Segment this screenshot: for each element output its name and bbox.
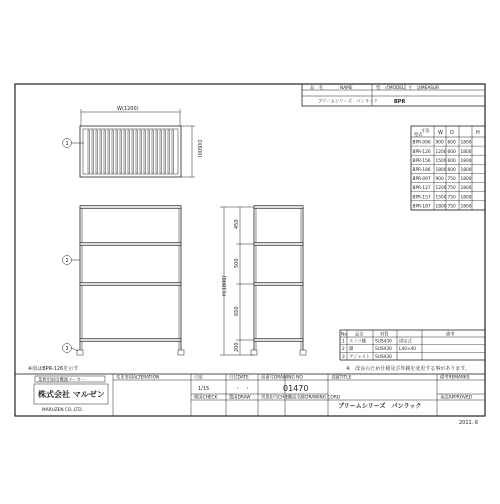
company-logo-text: 株式会社 マルゼン — [38, 390, 105, 399]
slat — [144, 130, 145, 173]
model-table-cell: 1800 — [435, 168, 447, 173]
slat — [140, 130, 141, 173]
model-table-cell: 600 — [447, 158, 456, 164]
slat — [100, 130, 101, 173]
model-table-cell: BPR-156 — [412, 158, 431, 164]
model-table-cell: 1800 — [435, 204, 447, 210]
measure-label: 寸 法MEASUR — [408, 85, 440, 91]
shelf — [80, 243, 181, 246]
model-table-cell: 1800 — [460, 204, 472, 210]
front-shelves — [80, 206, 181, 342]
model-table-cell: 750 — [447, 195, 456, 201]
approved-label: 承認APPROVED — [440, 395, 472, 401]
model-table-cell: 1800 — [460, 149, 472, 155]
model-table-cell: BPR-157 — [412, 195, 431, 201]
slat — [136, 130, 137, 173]
slat — [168, 130, 169, 173]
model-table-cell: BPR-097 — [412, 177, 431, 183]
figure-caption: ※図はBPR-126を示す — [28, 366, 79, 372]
model-label: 型 式MODEL — [376, 85, 405, 91]
model-table-cell: 750 — [447, 204, 456, 210]
shelf — [80, 283, 181, 286]
model-table-cell: 1800 — [460, 168, 472, 173]
drawing-cord-label: 図面名称DRAWING CORD — [288, 395, 341, 401]
model-table-cell: 750 — [447, 186, 456, 192]
right-adjuster — [178, 350, 184, 355]
parts-table-cell: SUS430 — [375, 339, 392, 345]
parts-header-name: 品名 — [355, 332, 364, 338]
product-name-label: 品 名 — [310, 85, 323, 91]
model-table-header-w: W — [438, 130, 443, 136]
slat — [164, 130, 165, 173]
model-table-header-h: H — [476, 130, 480, 136]
slat — [120, 130, 121, 173]
slat — [108, 130, 109, 173]
footer-block — [15, 374, 485, 417]
shelf-slats — [88, 130, 173, 173]
slat — [172, 130, 173, 173]
slat — [124, 130, 125, 173]
title-value: ブリームシリーズ パンラック — [338, 403, 422, 410]
slat — [96, 130, 97, 173]
parts-header-no: No — [341, 332, 347, 338]
slat — [112, 130, 113, 173]
title-block — [302, 84, 485, 106]
shelf — [254, 206, 303, 209]
issue-year: 2011. 6 — [459, 420, 479, 426]
parts-table-cell: アジャスト — [349, 354, 371, 360]
product-name-value: ブリームシリーズ パンラック — [318, 99, 378, 105]
check-label: 検図CHECK — [194, 395, 218, 401]
slat — [92, 130, 93, 173]
model-table — [411, 126, 485, 210]
scale-value: 1/15 — [198, 386, 210, 392]
parts-table-cell: スノコ棚 — [349, 339, 366, 345]
alteration-label: 変更事項ALTERATION — [116, 375, 160, 381]
slat — [104, 130, 105, 173]
parts-table-cell: 2 — [342, 347, 345, 353]
segment-dim-4: 200 — [234, 342, 240, 352]
model-table-cell: 1800 — [460, 195, 472, 201]
width-dimension: W(1200) — [117, 106, 139, 112]
model-table-cell: 600 — [447, 140, 456, 146]
company-en: MARUZEN CO.,LTD. — [42, 408, 83, 413]
model-table-cell: 1800 — [460, 140, 472, 146]
parts-table-cell: 1 — [342, 339, 345, 345]
model-table-cell: BPR-187 — [412, 204, 431, 210]
model-table-cell: 900 — [435, 177, 444, 183]
slat — [88, 130, 89, 173]
model-table-cell: 900 — [435, 140, 444, 146]
draw-label: 製図DRAW — [229, 395, 251, 401]
slat — [128, 130, 129, 173]
shelf-plan-outline — [80, 126, 181, 177]
parts-table-cell: 固定式 — [399, 339, 412, 345]
parts-table-cell: SUS430 — [375, 354, 392, 360]
slat — [148, 130, 149, 173]
model-table-header-model: 型式 — [414, 133, 423, 138]
model-value: BPR — [394, 99, 406, 105]
model-table-cell: 1500 — [435, 158, 447, 164]
drawing-no-label: 図番号DRAWING NO — [261, 375, 303, 381]
parts-table-cell: 3 — [342, 354, 345, 360]
side-view — [220, 206, 306, 356]
balloon-3-label: 3 — [65, 346, 69, 352]
parts-table-cell: SUS430 — [375, 347, 392, 353]
drawing-no: 01470 — [283, 384, 309, 393]
plan-view — [80, 106, 202, 177]
shelf — [254, 339, 303, 342]
parts-table — [340, 330, 485, 372]
segment-dim-2: 500 — [234, 258, 240, 268]
model-table-unit: 寸法 — [421, 129, 430, 134]
scale-label: 尺度 — [194, 375, 203, 381]
company-label: 業務用厨房機器メーカー — [38, 377, 86, 383]
remarks-label: 備考REMARKS — [440, 375, 470, 381]
parts-table-cell: L40×40 — [399, 347, 416, 353]
model-table-cell: 1800 — [460, 186, 472, 192]
depth-dimension: D(600) — [196, 140, 202, 158]
model-table-cell: 1200 — [435, 149, 447, 155]
slat — [132, 130, 133, 173]
model-table-cell: 750 — [447, 177, 456, 183]
shelf — [254, 243, 303, 246]
chief-label: 営業担当CHIEF — [261, 395, 291, 401]
model-table-cell: BPR-096 — [412, 140, 431, 146]
parts-header-remarks: 備考 — [446, 332, 455, 338]
slat — [160, 130, 161, 173]
height-dimension: H(1800) — [222, 275, 228, 296]
parts-table-cell: 脚 — [349, 347, 354, 353]
date-label: 日付DATE — [229, 375, 249, 381]
title-label: 表題TITLE — [331, 375, 352, 381]
slat — [156, 130, 157, 173]
model-table-cell: 600 — [447, 149, 456, 155]
balloon-2-label: 2 — [65, 258, 69, 264]
slat — [152, 130, 153, 173]
model-table-cell: 600 — [447, 168, 456, 173]
date-value: ・ ・ — [235, 386, 251, 392]
slat — [116, 130, 117, 173]
segment-dim-1: 450 — [234, 219, 240, 229]
model-table-header-d: D — [450, 130, 454, 136]
segment-dim-3: 650 — [234, 306, 240, 316]
parts-note: ※ 改良のため仕様及び外観を変更する事があります。 — [346, 366, 470, 372]
model-table-cell: 1200 — [435, 186, 447, 192]
model-table-cell: 1500 — [435, 195, 447, 201]
shelf — [254, 283, 303, 286]
side-shelves — [254, 206, 303, 342]
product-name-label-en: NAME — [340, 85, 353, 91]
parts-header-material: 材質 — [380, 332, 389, 338]
shelf — [80, 206, 181, 209]
model-table-cell: 1800 — [460, 158, 472, 164]
shelf — [80, 339, 181, 342]
front-view — [77, 206, 184, 356]
model-table-cell: BPR-186 — [412, 168, 431, 173]
model-table-cell: BPR-126 — [412, 149, 431, 155]
balloon-1-label: 1 — [65, 141, 69, 147]
model-table-cell: BPR-127 — [412, 186, 431, 192]
model-table-cell: 1800 — [460, 177, 472, 183]
